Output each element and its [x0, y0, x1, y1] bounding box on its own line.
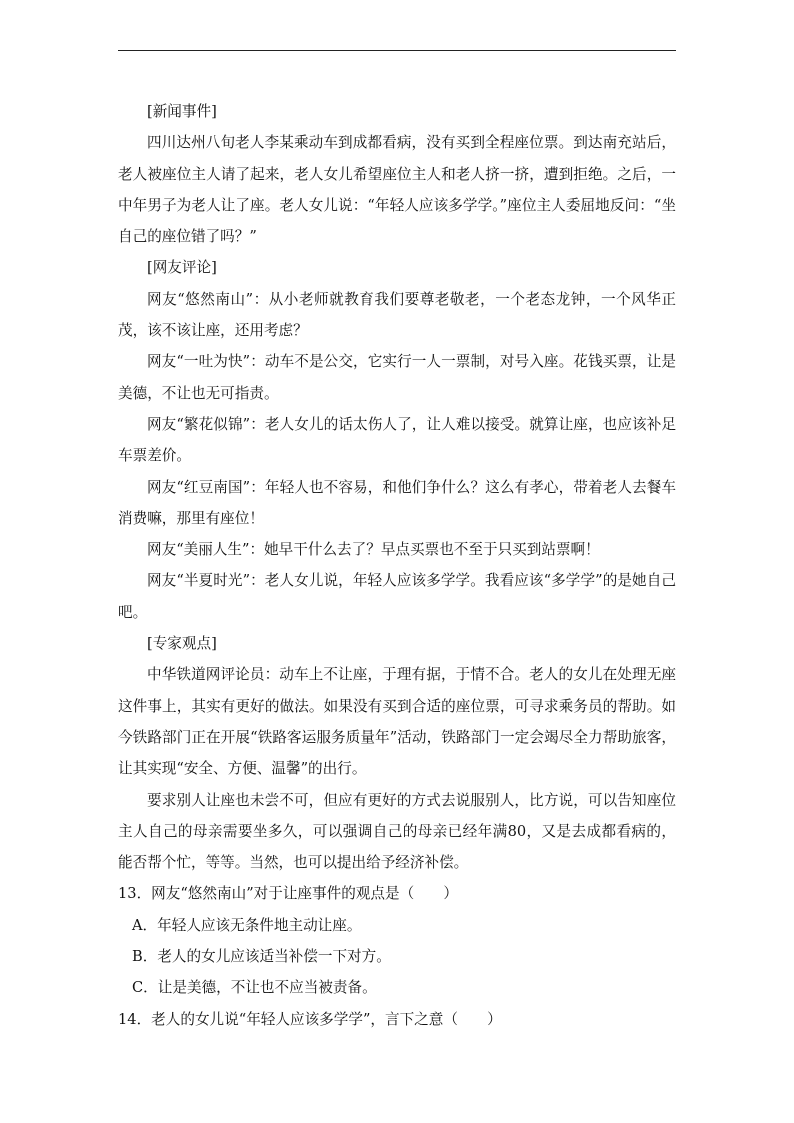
question-13-stem: 13．网友“悠然南山”对于让座事件的观点是（ ） — [118, 885, 458, 903]
expert-heading: [专家观点] — [147, 635, 217, 653]
expert-paragraph-1: 中华铁道网评论员：动车上不让座，于理有据，于情不合。老人的女儿在处理无座这件事上，其实有更好的做法。如果没有买到合适的座位票，可寻求乘务员的帮助。如今铁路部门正在开展“铁路客运服务质量年”活动，铁路部门一定会竭尽全力帮助旅客，让其实现“安全、方便、温馨”的出行。 — [118, 666, 676, 778]
news-paragraph: 四川达州八旬老人李某乘动车到成都看病，没有买到全程座位票。到达南充站后，老人被座位主人请了起来，老人女儿希望座位主人和老人挤一挤，遭到拒绝。之后，一中年男子为老人让了座。老人女儿说：“年轻人应该多学学。”座位主人委屈地反问：“坐自己的座位错了吗？” — [118, 134, 676, 246]
document-body — [118, 96, 676, 1035]
question-14-stem: 14．老人的女儿说“年轻人应该多学学”，言下之意（ ） — [118, 1010, 502, 1028]
comment-hongdou-nanguo: 网友“红豆南国”：年轻人也不容易，和他们争什么？这么有孝心，带着老人去餐车消费嘛，那里有座位！ — [118, 478, 676, 527]
expert-paragraph-2: 要求别人让座也未尝不可，但应有更好的方式去说服别人，比方说，可以告知座位主人自己的母亲需要坐多久，可以强调自己的母亲已经年满80，又是去成都看病的，能否帮个忙，等等。当然，也可以提出给予经济补偿。 — [118, 791, 676, 872]
news-heading: [新闻事件] — [147, 103, 217, 120]
question-13-option-c: C．让是美德，不让也不应当被责备。 — [132, 979, 377, 997]
header-rule — [118, 50, 676, 51]
comment-meili-rensheng: 网友“美丽人生”：她早干什么去了？早点买票也不至于只买到站票啊！ — [147, 541, 600, 559]
comment-fanhua-sijin: 网友“繁花似锦”：老人女儿的话太伤人了，让人难以接受。就算让座，也应该补足车票差价。 — [118, 415, 676, 465]
comment-youran-nanshan: 网友“悠然南山”：从小老师就教育我们要尊老敬老，一个老态龙钟，一个风华正茂，该不该让座，还用考虑？ — [118, 290, 676, 340]
comments-heading: [网友评论] — [147, 259, 217, 277]
question-13-option-a: A．年轻人应该无条件地主动让座。 — [132, 916, 362, 934]
question-13-option-b: B．老人的女儿应该适当补偿一下对方。 — [132, 948, 391, 966]
comment-banxia-shiguang: 网友“半夏时光”：老人女儿说，年轻人应该多学学。我看应该“多学学”的是她自己吧。 — [118, 572, 676, 621]
comment-yitu-weikuai: 网友“一吐为快”：动车不是公交，它实行一人一票制，对号入座。花钱买票，让是美德，不让也无可指责。 — [118, 353, 676, 402]
